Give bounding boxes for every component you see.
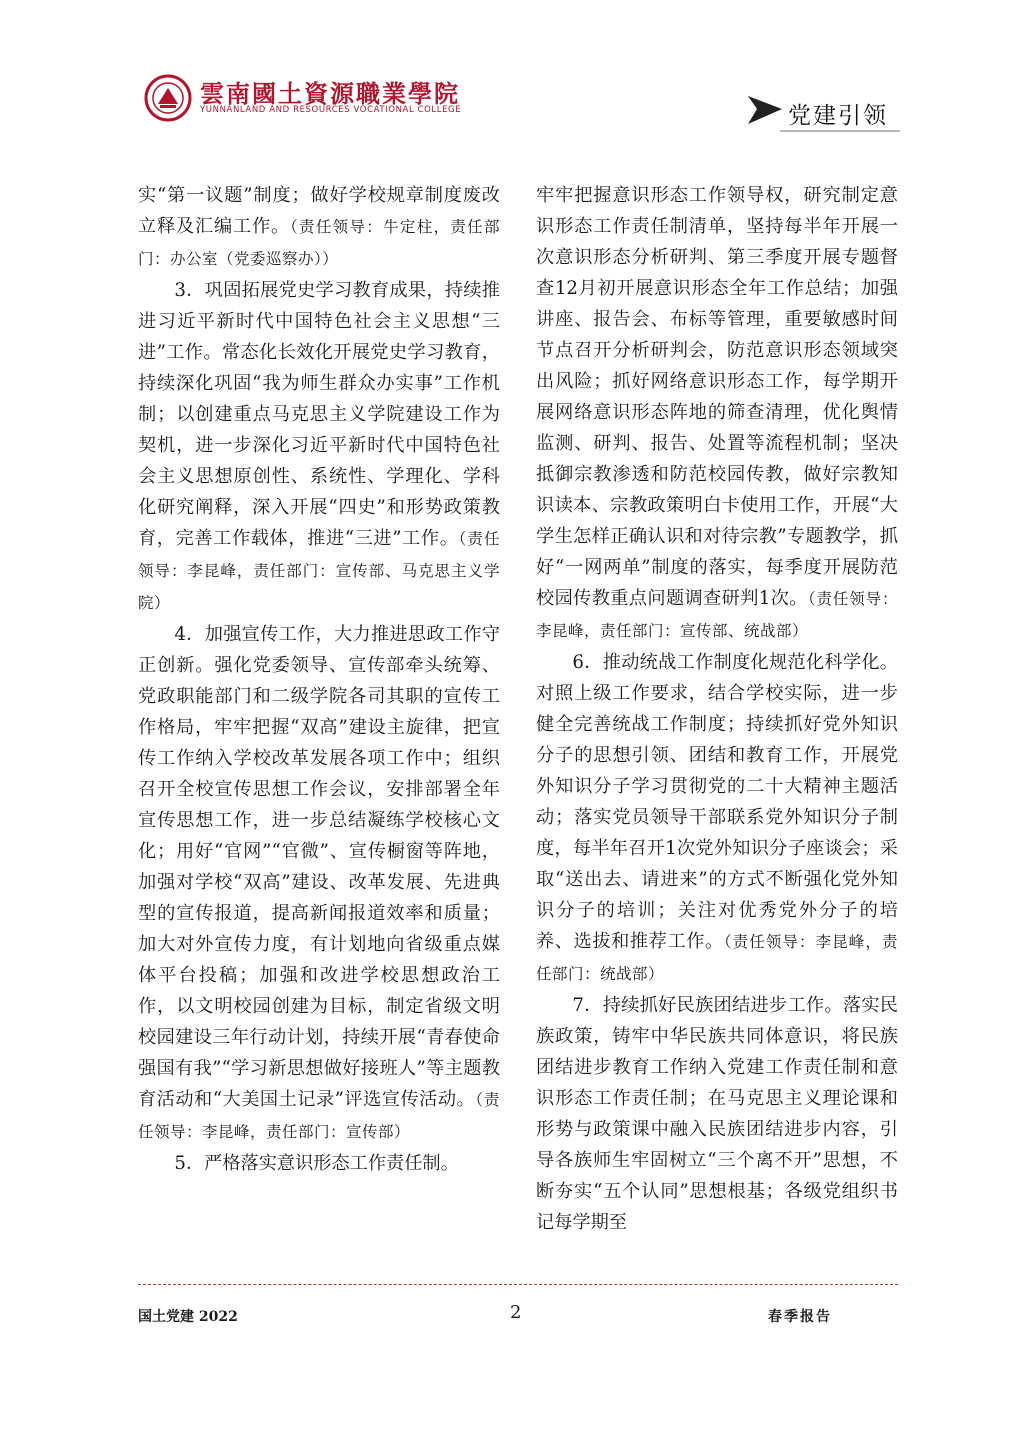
paragraph <box>138 1148 500 1179</box>
college-emblem-icon <box>144 74 192 122</box>
footer-report-title: 春季报告 <box>768 1309 832 1325</box>
page-number: 2 <box>510 1302 522 1323</box>
college-logo <box>144 72 462 124</box>
paragraph-text: 实“第一议题”制度；做好学校规章制度废改立释及汇编工作。 <box>138 185 500 237</box>
responsibility-note: （责任领导：李昆峰，责任部门：宣传部、马克思主义学院） <box>138 530 500 612</box>
paragraph-text: 7．持续抓好民族团结进步工作。落实民族政策，铸牢中华民族共同体意识，将民族团结进步教育工作纳入党建工作责任制和意识形态工作责任制；在马克思主义理论课和形势与政策课中融入民族团结进步内容，引导各族师生牢固树立“三个离不开”思想，不断夯实“五个认同”思想根基；各级党组织书记每学期至 <box>536 995 898 1233</box>
footer-divider <box>138 1284 898 1285</box>
paragraph <box>536 990 898 1238</box>
left-column <box>138 180 500 1179</box>
college-name-cn: 雲南國土資源職業學院 <box>200 79 460 108</box>
section-underline <box>780 130 900 132</box>
right-column <box>536 180 898 1238</box>
section-header <box>746 92 900 136</box>
paragraph <box>536 647 898 990</box>
responsibility-note: （责任领导：李昆峰，责任部门：宣传部） <box>138 1091 500 1141</box>
paragraph-text: 4．加强宣传工作，大力推进思政工作守正创新。强化党委领导、宣传部牵头统筹、党政职能部门和二级学院各司其职的宣传工作格局，牢牢把握“双高”建设主旋律，把宣传工作纳入学校改革发展各项工作中；组织召开全校宣传思想工作会议，安排部署全年宣传思想工作，进一步总结凝练学校核心文化；用好“官网”“官微”、宣传橱窗等阵地，加强对学校“双高”建设、改革发展、先进典型的宣传报道，提高新闻报道效率和质量；加大对外宣传力度，有计划地向省级重点媒体平台投稿；加强和改进学校思想政治工作，以文明校园创建为目标，制定省级文明校园建设三年行动计划，持续开展“青春使命强国有我”“学习新思想做好接班人”等主题教育活动和“大美国土记录”评选宣传活动。 <box>138 624 500 1110</box>
responsibility-note: （责任领导：牛定柱，责任部门：办公室（党委巡察办）） <box>138 218 500 268</box>
paragraph-text: 牢牢把握意识形态工作领导权，研究制定意识形态工作责任制清单，坚持每半年开展一次意识形态分析研判、第三季度开展专题督查12月初开展意识形态全年工作总结；加强讲座、报告会、布标等管理，重要敏感时间节点召开分析研判会，防范意识形态领域突出风险；抓好网络意识形态工作，每学期开展网络意识形态阵地的筛查清理，优化舆情监测、研判、报告、处置等流程机制；坚决抵御宗教渗透和防范校园传教，做好宗教知识读本、宗教政策明白卡使用工作，开展“大学生怎样正确认识和对待宗教”专题教学，抓好“一网两单”制度的落实，每季度开展防范校园传教重点问题调查研判1次。 <box>536 185 898 609</box>
paragraph <box>138 275 500 619</box>
responsibility-note: （责任领导：李昆峰，责任部门：统战部） <box>536 933 898 983</box>
paragraph <box>138 619 500 1148</box>
paragraph-text: 6．推动统战工作制度化规范化科学化。对照上级工作要求，结合学校实际，进一步健全完善统战工作制度；持续抓好党外知识分子的思想引领、团结和教育工作，开展党外知识分子学习贯彻党的二十大精神主题活动；落实党员领导干部联系党外知识分子制度，每半年召开1次党外知识分子座谈会；采取“送出去、请进来”的方式不断强化党外知识分子的培训；关注对优秀党外分子的培养、选拔和推荐工作。 <box>536 652 898 952</box>
arrow-right-icon <box>746 92 786 128</box>
paragraph-text: 5．严格落实意识形态工作责任制。 <box>174 1153 459 1174</box>
paragraph <box>138 180 500 275</box>
paragraph <box>536 180 898 647</box>
paragraph-text: 3．巩固拓展党史学习教育成果，持续推进习近平新时代中国特色社会主义思想“三进”工作。常态化长效化开展党史学习教育，持续深化巩固“我为师生群众办实事”工作机制；以创建重点马克思主义学院建设工作为契机，进一步深化习近平新时代中国特色社会主义思想原创性、系统性、学理化、学科化研究阐释，深入开展“四史”和形势政策教育，完善工作载体，推进“三进”工作。 <box>138 280 500 549</box>
section-title: 党建引领 <box>788 103 888 129</box>
responsibility-note: （责任领导：李昆峰，责任部门：宣传部、统战部） <box>536 590 898 640</box>
footer-publication: 国土党建 2022 <box>138 1309 238 1325</box>
college-name-en: YUNNANLAND AND RESOURCES VOCATIONAL COLLEGE <box>200 105 462 115</box>
